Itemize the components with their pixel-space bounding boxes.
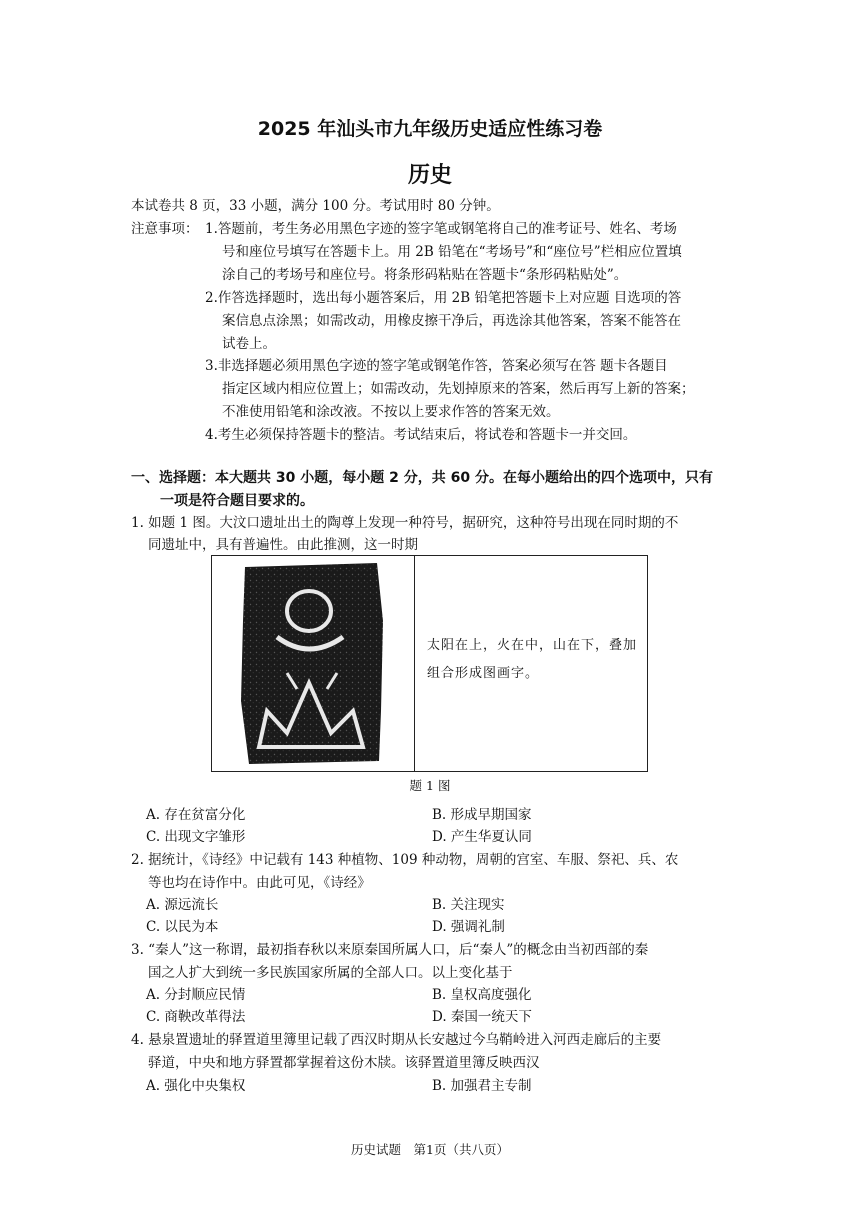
question-4-option-a: A. 强化中央集权 [146,1078,246,1094]
note-3-line-2: 指定区域内相应位置上；如需改动，先划掉原来的答案，然后再写上新的答案； [222,381,695,397]
note-1-line-3: 涂自己的考场号和座位号。将条形码粘贴在答题卡“条形码粘贴处”。 [222,267,628,283]
question-2-option-c: C. 以民为本 [146,919,219,935]
note-3-line-1: 3.非选择题必须用黑色字迹的签字笔或钢笔作答，答案必须写在答 题卡各题目 [205,358,668,374]
question-1-figure [211,555,648,772]
section-heading-line-2: 一项是符合题目要求的。 [160,493,314,509]
question-4-line-2: 驿道，中央和地方驿置都掌握着这份木牍。该驿置道里簿反映西汉 [148,1055,540,1071]
exam-intro: 本试卷共 8 页，33 小题，满分 100 分。考试用时 80 分钟。 [131,198,500,214]
note-3-line-3: 不准使用铅笔和涂改液。不按以上要求作答的答案无效。 [222,404,560,420]
question-3-option-c: C. 商鞅改革得法 [146,1009,246,1025]
question-1-line-2: 同遗址中，具有普遍性。由此推测，这一时期 [148,537,418,553]
exam-title: 2025 年汕头市九年级历史适应性练习卷 [257,118,603,140]
question-1-option-c: C. 出现文字雏形 [146,829,246,845]
question-2-option-b: B. 关注现实 [432,897,505,913]
pottery-symbol-rubbing-image [237,561,387,766]
question-1-option-a: A. 存在贫富分化 [146,807,246,823]
note-1-line-2: 号和座位号填写在答题卡上。用 2B 铅笔在“考场号”和“座位号”栏相应位置填 [222,244,682,260]
note-2-line-2: 案信息点涂黑；如需改动，用橡皮擦干净后，再选涂其他答案，答案不能答在 [222,313,681,329]
question-3-option-d: D. 秦国一统天下 [432,1009,532,1025]
note-1-line-1: 1.答题前，考生务必用黑色字迹的签字笔或钢笔将自己的准考证号、姓名、考场 [205,221,677,237]
figure-divider [414,556,415,771]
section-heading-line-1: 一、选择题：本大题共 30 小题，每小题 2 分，共 60 分。在每小题给出的四个选项中，只有 [131,470,713,486]
subject-heading: 历史 [407,163,452,188]
question-2-line-2: 等也均在诗作中。由此可见，《诗经》 [148,875,371,891]
question-2-option-a: A. 源远流长 [146,897,219,913]
question-1-option-d: D. 产生华夏认同 [432,829,532,845]
question-1-option-b: B. 形成早期国家 [432,807,532,823]
note-4-line-1: 4.考生必须保持答题卡的整洁。考试结束后，将试卷和答题卡一并交回。 [205,427,637,443]
note-2-line-1: 2.作答选择题时，选出每小题答案后，用 2B 铅笔把答题卡上对应题 目选项的答 [205,290,682,306]
question-2-line-1: 2. 据统计，《诗经》中记载有 143 种植物、109 种动物，周朝的宫室、车服、祭祀、兵、农 [131,852,679,868]
figure-label: 题 1 图 [409,778,451,793]
question-3-option-a: A. 分封顺应民情 [146,987,246,1003]
question-4-option-b: B. 加强君主专制 [432,1078,532,1094]
notes-label: 注意事项： [131,221,199,237]
question-3-line-2: 国之人扩大到统一多民族国家所属的全部人口。以上变化基于 [148,965,513,981]
question-3-option-b: B. 皇权高度强化 [432,987,532,1003]
question-1-line-1: 1. 如题 1 图。大汶口遗址出土的陶尊上发现一种符号，据研究，这种符号出现在同时期的不 [131,515,679,531]
figure-explanation-text: 太阳在上，火在中，山在下，叠加组合形成图画字。 [427,638,638,681]
page-footer: 历史试题 第1页（共八页） [351,1142,509,1157]
question-4-line-1: 4. 悬泉置遗址的驿置道里簿里记载了西汉时期从长安越过今乌鞘岭进入河西走廊后的主要 [131,1032,662,1048]
note-2-line-3: 试卷上。 [222,336,276,352]
question-2-option-d: D. 强调礼制 [432,919,505,935]
question-3-line-1: 3. “秦人”这一称谓，最初指春秋以来原秦国所属人口，后“秦人”的概念由当初西部的秦 [131,942,649,958]
